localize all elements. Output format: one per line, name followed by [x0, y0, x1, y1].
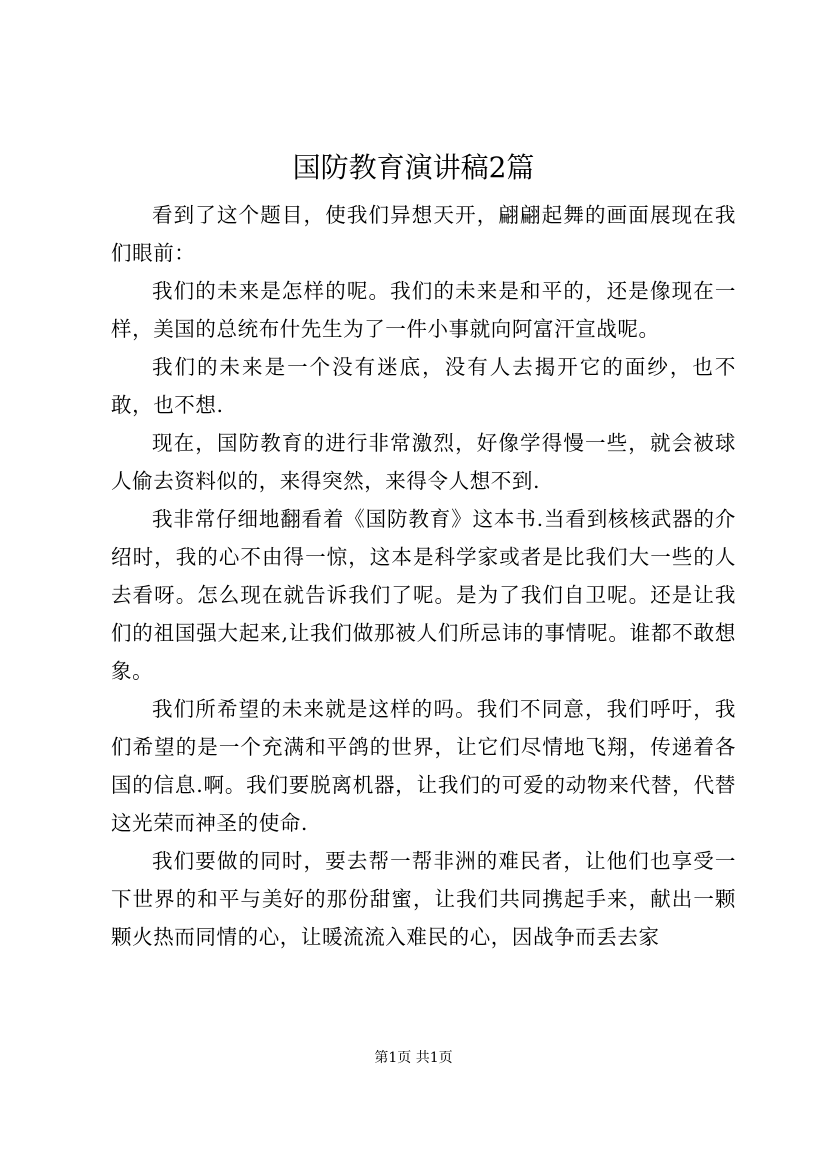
paragraph: 我们的未来是怎样的呢。我们的未来是和平的，还是像现在一样，美国的总统布什先生为了一件小事就向阿富汗宣战呢。 — [111, 279, 736, 341]
page-footer: 第1页 共1页 — [374, 1050, 453, 1066]
document-body — [111, 196, 736, 956]
paragraph: 我们的未来是一个没有迷底，没有人去揭开它的面纱，也不敢，也不想. — [111, 355, 736, 417]
document-title: 国防教育演讲稿2篇 — [292, 151, 535, 184]
paragraph: 我非常仔细地翻看着《国防教育》这本书.当看到核核武器的介绍时，我的心不由得一惊，这本是科学家或者是比我们大一些的人去看呀。怎么现在就告诉我们了呢。是为了我们自卫呢。还是让我们的祖国强大起来,让我们做那被人们所忌讳的事情呢。谁都不敢想象。 — [111, 507, 736, 683]
paragraph: 我们要做的同时，要去帮一帮非洲的难民者，让他们也享受一下世界的和平与美好的那份甜蜜，让我们共同携起手来，献出一颗颗火热而同情的心，让暖流流入难民的心，因战争而丢去家 — [111, 849, 736, 949]
paragraph: 我们所希望的未来就是这样的吗。我们不同意，我们呼吁，我们希望的是一个充满和平鸽的世界，让它们尽情地飞翔，传递着各国的信息.啊。我们要脱离机器，让我们的可爱的动物来代替，代替这光荣而神圣的使命. — [111, 697, 736, 835]
paragraph: 看到了这个题目，使我们异想天开，翩翩起舞的画面展现在我们眼前： — [111, 203, 736, 265]
paragraph: 现在，国防教育的进行非常激烈，好像学得慢一些，就会被球人偷去资料似的，来得突然，来得令人想不到. — [111, 431, 736, 493]
